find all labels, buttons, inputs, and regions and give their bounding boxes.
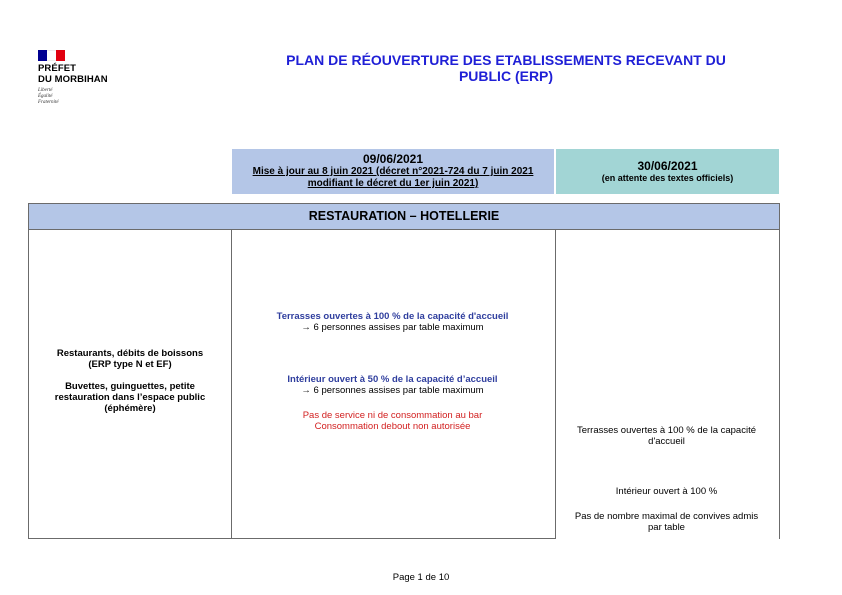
motto-egalite: Égalité xyxy=(38,94,53,99)
motto-fraternite: Fraternité xyxy=(38,100,59,105)
june-30-terrasse-line-1: Terrasses ouvertes à 100 % de la capacité xyxy=(576,425,756,436)
bar-block xyxy=(231,410,554,432)
interieur-title: Intérieur ouvert à 50 % de la capacité d’accueil xyxy=(287,374,498,385)
category-cell xyxy=(28,229,232,539)
category-line-1: Restaurants, débits de boissons xyxy=(56,348,204,359)
document-title xyxy=(230,52,782,84)
june-30-convives-line-1: Pas de nombre maximal de convives admis xyxy=(574,511,759,522)
header-june-9-update-line-1: Mise à jour au 8 juin 2021 (décret n°2021-724 du 7 juin 2021 xyxy=(252,166,534,177)
header-june-9 xyxy=(232,149,554,194)
category-line-4: restauration dans l’espace public xyxy=(54,392,206,403)
june-30-terrasse-line-2: d'accueil xyxy=(648,436,685,447)
june-9-rules-cell xyxy=(231,229,556,539)
logo-line-morbihan: DU MORBIHAN xyxy=(38,74,108,85)
category-text xyxy=(29,348,231,414)
page-number: Page 1 de 10 xyxy=(392,572,450,583)
logo-line-prefet: PRÉFET xyxy=(38,63,77,74)
motto-liberte: Liberté xyxy=(38,88,53,93)
terrasse-block xyxy=(231,311,554,333)
interieur-block xyxy=(231,374,554,396)
june-30-convives-line-2: par table xyxy=(648,522,685,533)
june-30-interieur: Intérieur ouvert à 100 % xyxy=(615,486,718,497)
june-30-terrasse xyxy=(555,425,778,447)
title-line-1: PLAN DE RÉOUVERTURE DES ETABLISSEMENTS RECEVANT DU xyxy=(286,52,726,68)
title-line-2: PUBLIC (ERP) xyxy=(458,68,554,84)
french-flag-icon xyxy=(38,50,65,61)
category-line-5: (éphémère) xyxy=(104,403,156,414)
header-june-30-date: 30/06/2021 xyxy=(637,159,698,173)
logo-motto xyxy=(38,88,128,106)
bar-line-1: Pas de service ni de consommation au bar xyxy=(302,410,483,421)
prefecture-logo xyxy=(38,50,128,106)
header-june-9-update-line-2: modifiant le décret du 1er juin 2021) xyxy=(307,178,479,189)
category-line-2: (ERP type N et EF) xyxy=(88,359,172,370)
bar-line-2: Consommation debout non autorisée xyxy=(314,421,471,432)
june-30-rules-cell xyxy=(555,229,780,539)
header-june-30 xyxy=(556,149,779,194)
header-june-9-date: 09/06/2021 xyxy=(362,152,424,166)
section-title: RESTAURATION – HOTELLERIE xyxy=(28,203,780,230)
june-30-convives xyxy=(555,511,778,533)
header-june-30-note: (en attente des textes officiels) xyxy=(601,173,734,183)
category-line-3: Buvettes, guinguettes, petite xyxy=(65,381,195,392)
interieur-detail: → 6 personnes assises par table maximum xyxy=(301,385,484,396)
terrasse-detail: → 6 personnes assises par table maximum xyxy=(301,322,484,333)
terrasse-title: Terrasses ouvertes à 100 % de la capacité d'accueil xyxy=(276,311,509,322)
